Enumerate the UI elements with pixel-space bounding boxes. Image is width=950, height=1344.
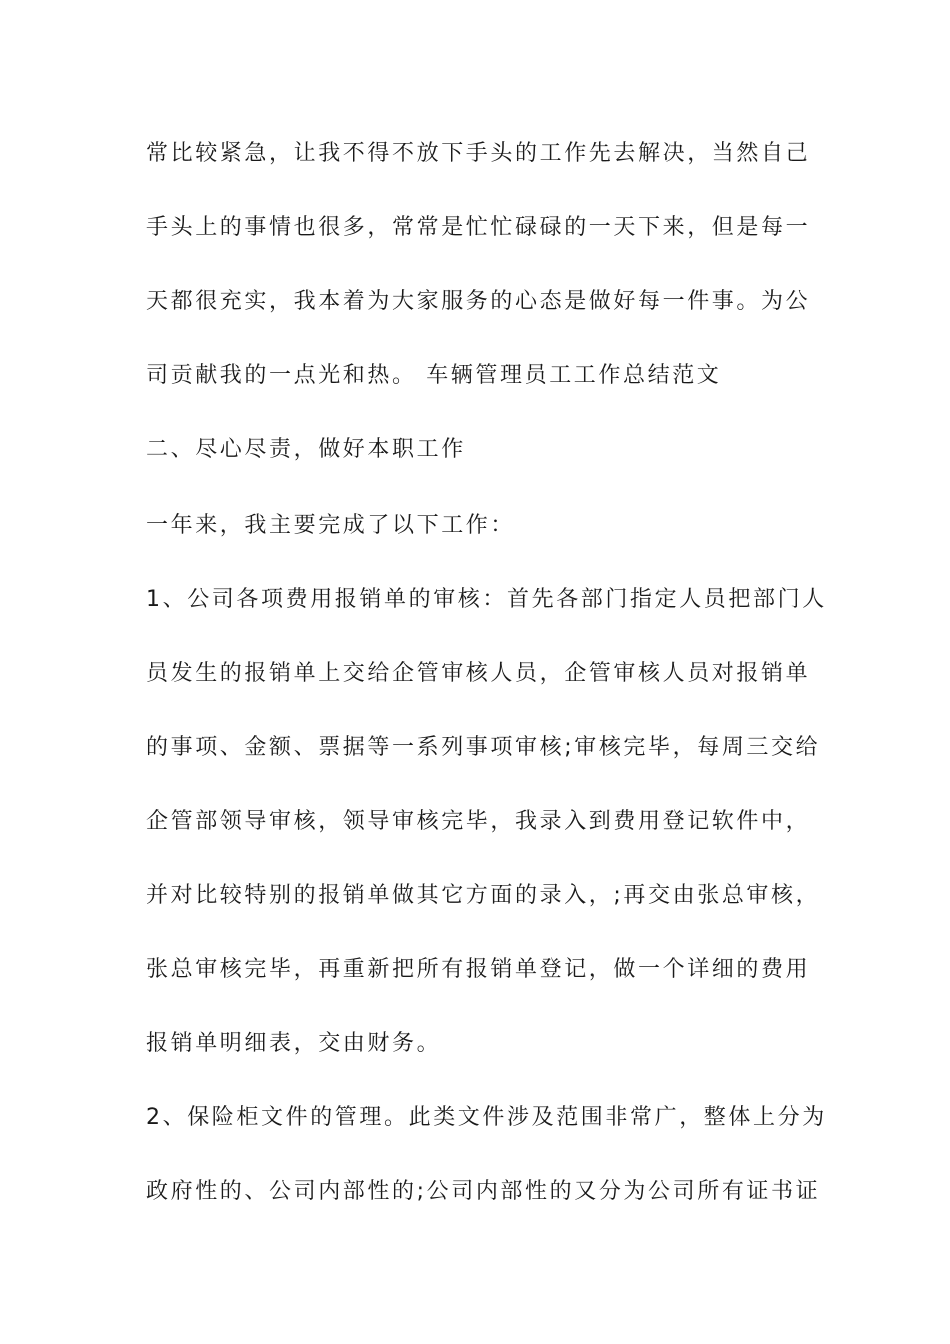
list-item-1-line: 1、公司各项费用报销单的审核：首先各部门指定人员把部门人	[146, 587, 827, 612]
text-line: 手头上的事情也很多，常常是忙忙碌碌的一天下来，但是每一	[146, 215, 811, 240]
text-line: 司贡献我的一点光和热。 车辆管理员工工作总结范文	[146, 363, 722, 388]
text-line: 企管部领导审核，领导审核完毕，我录入到费用登记软件中，	[146, 809, 811, 834]
text-line: 员发生的报销单上交给企管审核人员，企管审核人员对报销单	[146, 661, 811, 686]
text-line: 一年来，我主要完成了以下工作：	[146, 513, 516, 538]
list-item-2-line: 2、保险柜文件的管理。此类文件涉及范围非常广，整体上分为	[146, 1105, 827, 1130]
text-line: 政府性的、公司内部性的;公司内部性的又分为公司所有证书证	[146, 1179, 821, 1204]
text-line: 张总审核完毕，再重新把所有报销单登记，做一个详细的费用	[146, 957, 811, 982]
text-line: 常比较紧急，让我不得不放下手头的工作先去解决，当然自己	[146, 141, 811, 166]
text-line: 报销单明细表，交由财务。	[146, 1031, 442, 1056]
text-line: 的事项、金额、票据等一系列事项审核;审核完毕，每周三交给	[146, 735, 821, 760]
text-line: 天都很充实，我本着为大家服务的心态是做好每一件事。为公	[146, 289, 811, 314]
text-line: 并对比较特别的报销单做其它方面的录入，;再交由张总审核，	[146, 883, 821, 908]
section-heading: 二、尽心尽责，做好本职工作	[146, 437, 466, 462]
